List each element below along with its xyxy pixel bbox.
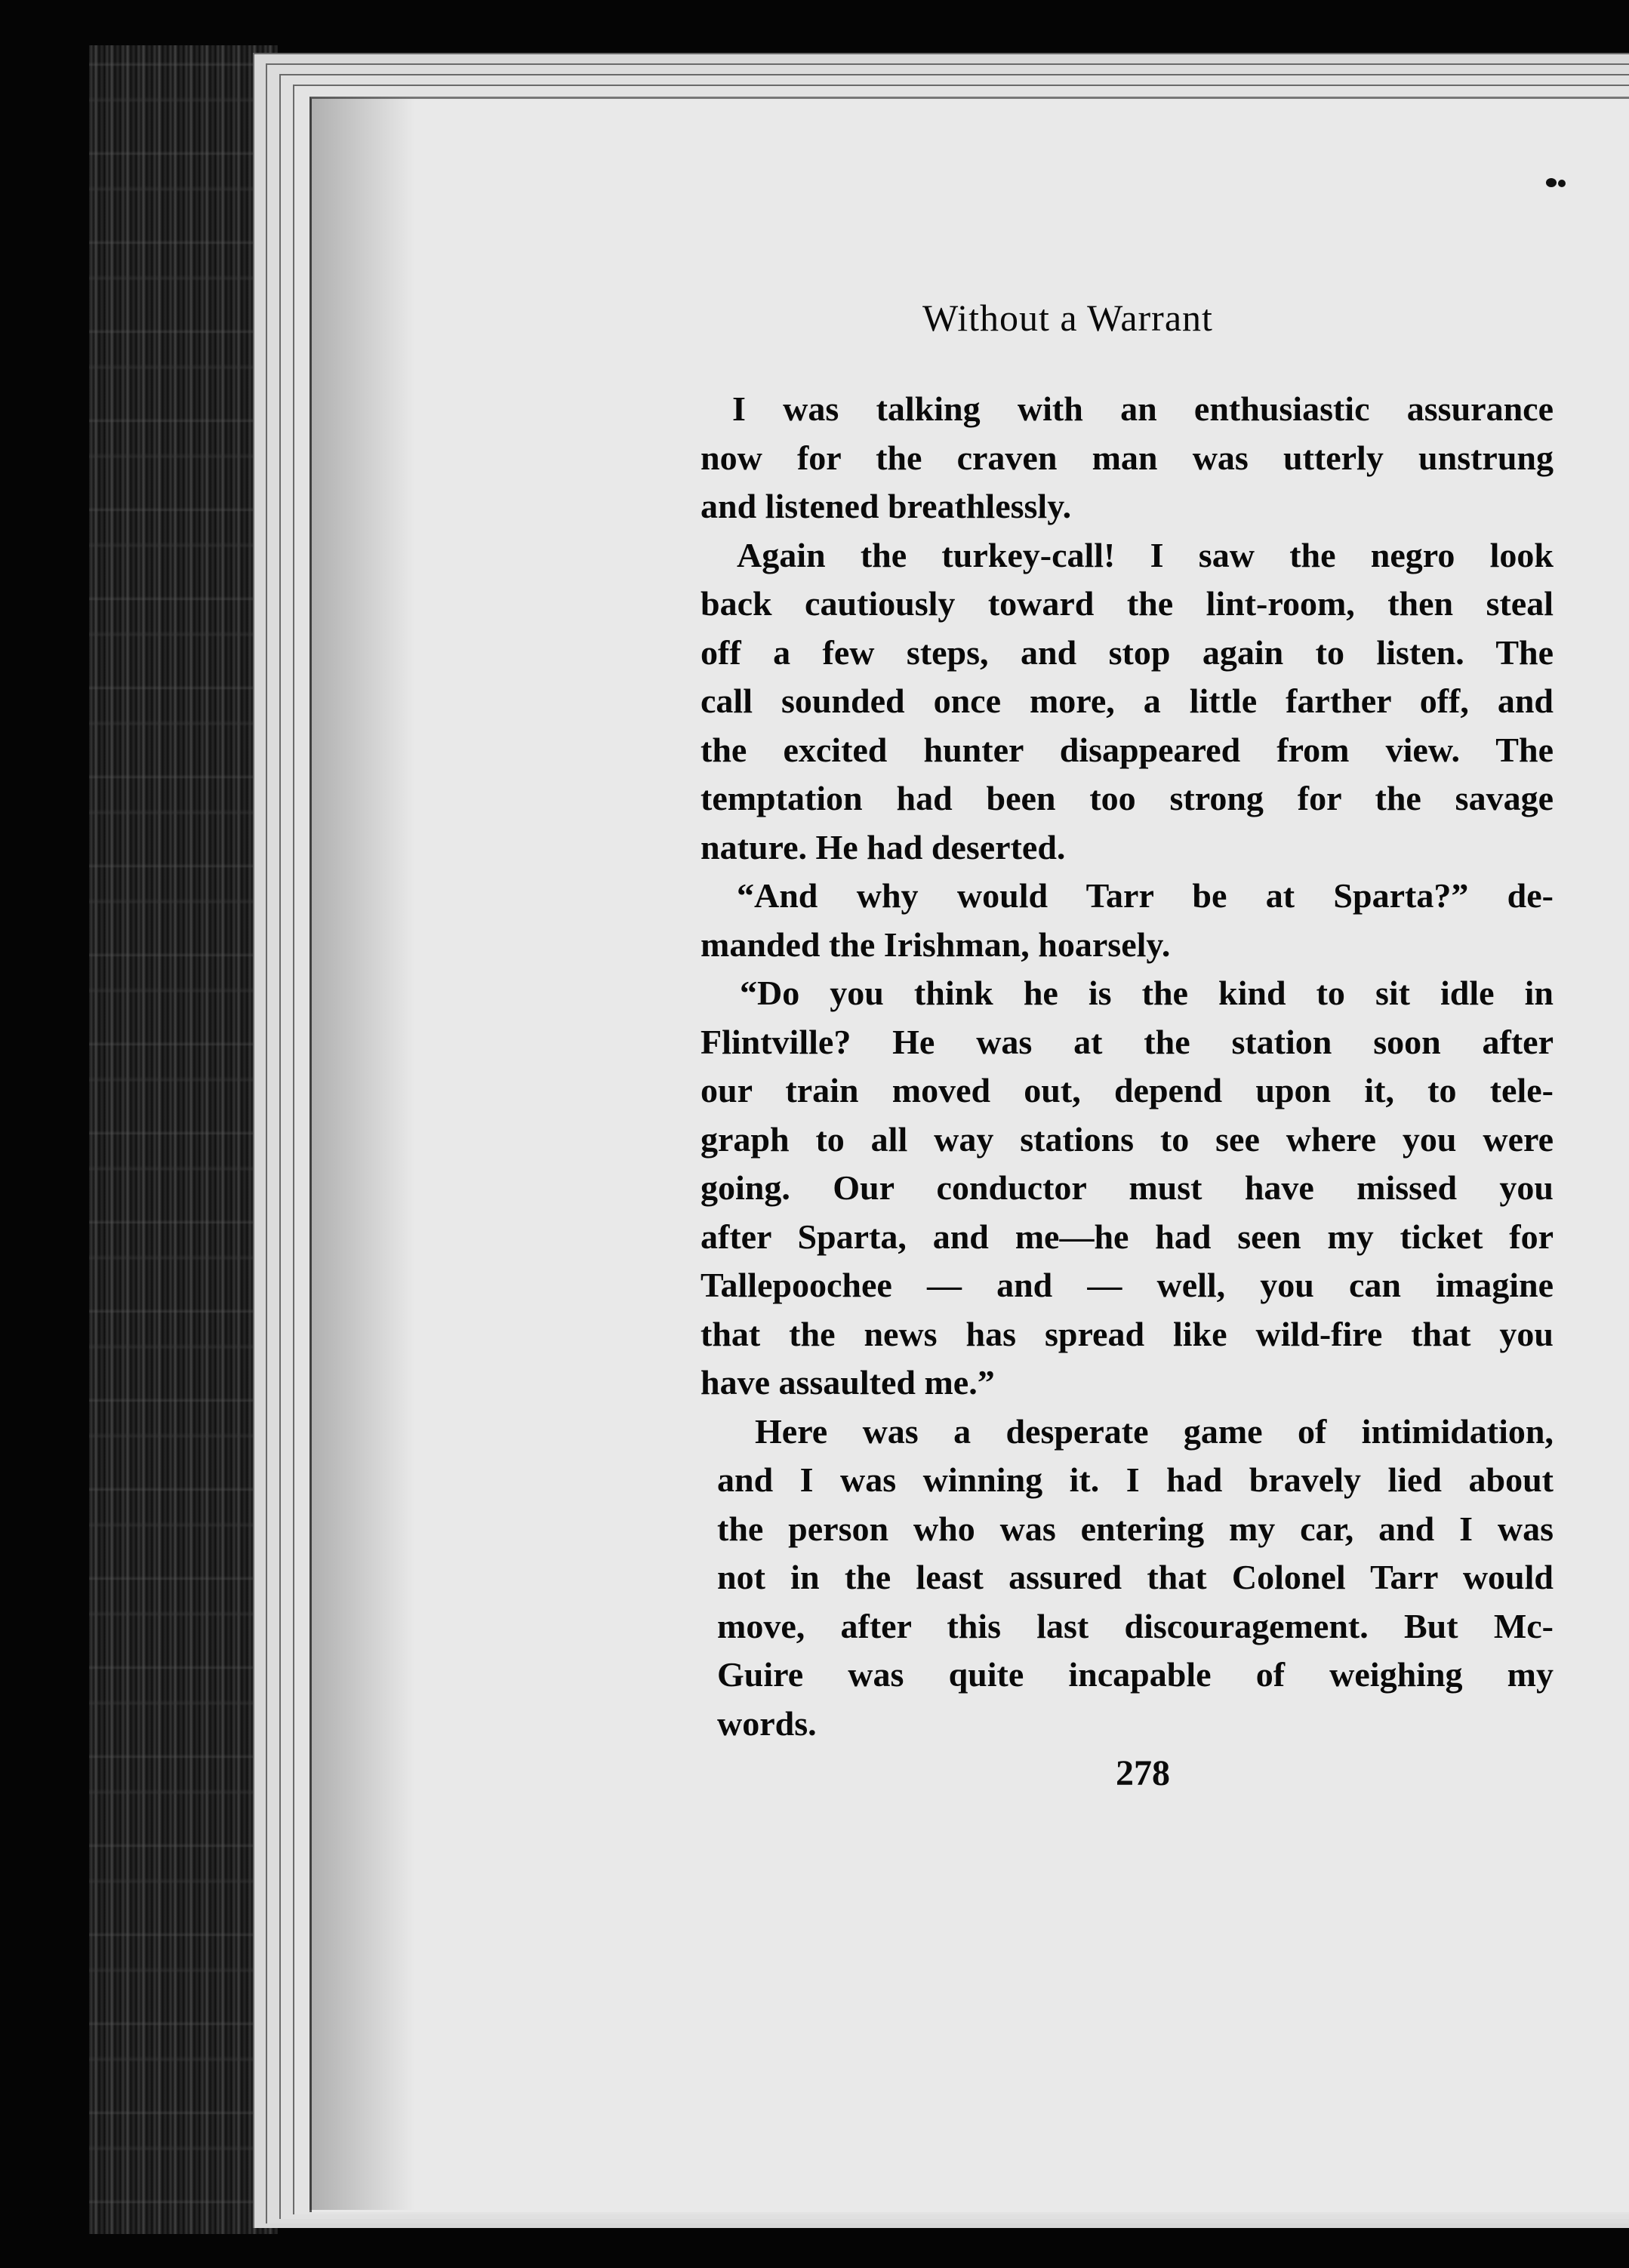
scan-speck <box>1546 178 1557 187</box>
text-line: Again the turkey-call! I saw the negro look <box>737 535 1554 574</box>
text-line: manded the Irishman, hoarsely. <box>701 925 1171 964</box>
text-line: Guire was quite incapable of weighing my <box>717 1655 1554 1694</box>
text-line: nature. He had deserted. <box>701 827 1066 866</box>
text-line: Tallepoochee — and — well, you can imagine <box>701 1266 1554 1304</box>
text-line: temptation had been too strong for the savage <box>701 779 1554 817</box>
text-line: going. Our conductor must have missed you <box>701 1168 1554 1207</box>
text-line: off a few steps, and stop again to listen. The <box>701 632 1554 672</box>
text-line: Flintville? He was at the station soon after <box>701 1022 1554 1061</box>
text-line: call sounded once more, a little farther off, and <box>701 682 1554 720</box>
text-line: words. <box>717 1703 817 1743</box>
text-line: not in the least assured that Colonel Tarr would <box>717 1558 1554 1596</box>
text-line: “And why would Tarr be at Sparta?” de- <box>737 876 1554 915</box>
text-line: our train moved out, depend upon it, to tele- <box>701 1071 1554 1109</box>
gutter-shadow <box>309 97 415 2210</box>
text-line: that the news has spread like wild-fire that you <box>701 1314 1554 1353</box>
text-line: have assaulted me.” <box>701 1363 995 1402</box>
text-line: after Sparta, and me—he had seen my ticket for <box>701 1217 1554 1256</box>
text-line: now for the craven man was utterly unstrung <box>701 438 1554 477</box>
text-line: and I was winning it. I had bravely lied about <box>717 1460 1554 1499</box>
running-head: Without a Warrant <box>922 297 1213 339</box>
text-line: move, after this last discouragement. But Mc- <box>717 1606 1554 1645</box>
text-line: the person who was entering my car, and I was <box>717 1509 1554 1548</box>
text-line: Here was a desperate game of intimidation, <box>755 1411 1554 1451</box>
text-line: the excited hunter disappeared from view. The <box>701 730 1554 769</box>
text-line: graph to all way stations to see where you were <box>701 1119 1554 1159</box>
body-text <box>701 385 1554 1748</box>
scan-speck <box>1558 180 1566 187</box>
page-number: 278 <box>1116 1753 1170 1793</box>
text-line: “Do you think he is the kind to sit idle in <box>740 974 1554 1012</box>
text-line: and listened breathlessly. <box>701 487 1072 525</box>
text-line: I was talking with an enthusiastic assurance <box>732 389 1554 428</box>
spine-wear-streaks <box>89 45 278 2234</box>
text-line: back cautiously toward the lint-room, then steal <box>701 584 1554 623</box>
